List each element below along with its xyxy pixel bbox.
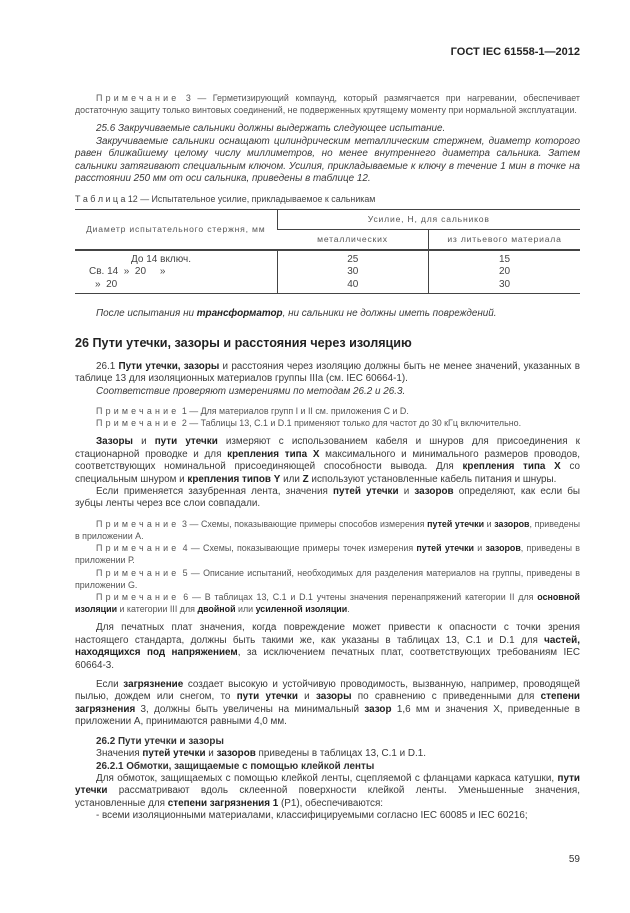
cell-diameter: » 20 — [95, 278, 118, 290]
paragraph — [75, 436, 580, 486]
text-section — [75, 193, 580, 205]
note-label: Примечание — [96, 592, 180, 603]
bold-term: зазоры — [315, 691, 352, 703]
table-header-cast: из литьевого материала — [429, 229, 581, 250]
text-run: Т а б л и ц а 12 — Испытательное усилие, прикладываемое к сальникам — [75, 194, 376, 205]
text-run: со специальным шнуром и — [75, 461, 580, 485]
text-section — [75, 518, 580, 616]
cell-cast: 20 — [429, 266, 581, 279]
text-run: 3 — Герметизирующий компаунд, который размягчается при нагревании, обеспечивает достаточную защиту только винтовых соединений, не подверженных крутящему моменту при нормальной эксплуатации. — [75, 93, 580, 116]
text-run: 26.2 Пути утечки и зазоры — [96, 735, 224, 747]
bold-term: двойной — [197, 604, 236, 615]
cell-metal: 40 — [277, 279, 429, 294]
bold-term: зазоров — [494, 518, 530, 529]
bold-term: путей утечки — [427, 518, 485, 529]
text-section — [75, 436, 580, 510]
paragraph — [75, 486, 580, 511]
text-run: . — [347, 604, 350, 615]
text-section — [75, 405, 580, 429]
text-run: 25.6 Закручиваемые сальники должны выдержать следующее испытание. — [96, 123, 446, 135]
bold-term: зазоров — [414, 486, 454, 497]
bold-term: пути утечки — [154, 436, 218, 448]
bold-term: основной изоляции — [75, 592, 580, 615]
note-paragraph — [75, 518, 580, 542]
bold-term: Пути утечки, зазоры — [118, 360, 220, 372]
table-12 — [75, 209, 580, 295]
text-section — [75, 361, 580, 398]
table-header-force: Усилие, Н, для сальников — [277, 209, 580, 229]
note-label: Примечание — [96, 567, 180, 578]
bold-term: трансформатор — [196, 308, 283, 320]
table-row — [75, 266, 580, 279]
text-run: 5 — Описание испытаний, необходимых для разделения материалов на группы, приведены в приложении G. — [75, 567, 580, 590]
text-section — [75, 335, 580, 351]
text-section — [75, 123, 580, 185]
text-run: или — [280, 473, 303, 485]
text-run: Для печатных плат значения, когда повреждение может привести к опасности с точки зрения настоящего стандарта, должны быть такими же, как указаны в таблицах 13, С.1 и D.1 для — [75, 622, 580, 646]
bold-term: Зазоры — [96, 436, 133, 448]
paragraph — [75, 748, 580, 760]
text-run: и — [132, 436, 155, 448]
text-run: определяют, как если бы зубцы ленты через все слои совпадали. — [75, 486, 580, 510]
text-run: и — [205, 748, 217, 760]
cell-metal: 30 — [277, 266, 429, 279]
text-run: максимального и минимального размеров проводов, соответствующих номинальной присоединяющей способности вывода. Для — [75, 448, 580, 473]
text-run: 6 — В таблицах 13, С.1 и D.1 учтены значения перенапряжений категории II для — [179, 592, 538, 603]
text-run: и — [484, 518, 495, 529]
bold-term: крепления типов Y — [187, 473, 281, 485]
text-run: рассматривают вдоль склеенной поверхности клейкой ленты. Уменьшенные значения, установленные для — [75, 785, 580, 809]
text-run: 2 — Таблицы 13, С.1 и D.1 применяют только для частот до 30 кГц включительно. — [179, 418, 522, 429]
cell-cast: 15 — [429, 250, 581, 267]
table-row — [75, 250, 580, 267]
note-paragraph — [75, 405, 580, 417]
table-caption — [75, 193, 580, 205]
text-run: приведены в таблицах 13, С.1 и D.1. — [255, 748, 427, 760]
paragraph — [75, 810, 580, 822]
text-run: и — [474, 543, 486, 554]
text-run: по сравнению с приведенными для — [351, 691, 541, 703]
bold-term: зазоров — [216, 748, 256, 760]
page-number: 59 — [568, 854, 580, 865]
note-label: Примечание — [96, 543, 180, 554]
note-paragraph — [75, 591, 580, 615]
bold-term: путей утечки — [142, 748, 206, 760]
bold-term: пути утечки — [75, 772, 580, 797]
cell-metal: 25 — [277, 250, 429, 267]
text-section — [75, 308, 580, 320]
bold-term: степени загрязнения — [75, 691, 580, 715]
text-run: используют установленные кабель питания и шнуры. — [308, 473, 557, 485]
bold-term: крепления типа X — [227, 448, 320, 460]
paragraph — [75, 308, 580, 320]
bold-term: крепления типа X — [462, 461, 561, 473]
cell-diameter: Св. 14 » 20 » — [89, 266, 166, 278]
paragraph — [75, 123, 580, 135]
bold-term: пути утечки — [236, 691, 298, 703]
text-run: , ни сальники не должны иметь повреждений. — [282, 308, 497, 320]
text-run: и категории III для — [117, 604, 198, 615]
text-run: 3, должны быть увеличены на минимальный — [135, 703, 365, 715]
note-paragraph — [75, 567, 580, 591]
bold-term: степени загрязнения 1 — [167, 797, 279, 809]
text-run: , за исключением печатных плат, соответствующих требованиям IEC 60664-3. — [75, 647, 581, 671]
note-label: Примечание — [96, 93, 180, 103]
text-run: 26.1 — [96, 360, 119, 372]
bold-term: путей утечки — [333, 486, 399, 497]
table-row — [75, 279, 580, 294]
bold-term: зазоров — [485, 543, 521, 554]
text-run: Значения — [96, 748, 143, 760]
text-section — [75, 679, 580, 729]
paragraph — [75, 773, 580, 810]
paragraph — [75, 622, 580, 672]
paragraph — [75, 679, 580, 729]
text-run: - всеми изоляционными материалами, классифицируемыми согласно IEC 60085 и IEC 60216; — [96, 810, 528, 822]
bold-term: зазор — [364, 703, 392, 715]
text-run: , приведены в приложении Р. — [75, 543, 581, 566]
text-run: 1 — Для материалов групп I и II см. приложения С и D. — [179, 405, 409, 416]
note-paragraph — [75, 417, 580, 429]
text-run: Если применяется зазубренная лента, значения — [96, 486, 334, 497]
bold-term: частей, находящихся под напряжением — [75, 634, 580, 659]
text-run: и расстояния через изоляцию должны быть не менее значений, указанных в таблице 13 для изоляционных материалов группы IIIa (см. IEC 60664-1). — [75, 360, 580, 385]
table-header-metal: металлических — [277, 229, 429, 250]
text-section — [75, 736, 580, 823]
text-run: Для обмоток, защищаемых с помощью клейкой ленты, сцепляемой с фланцами каркаса катушки, — [96, 772, 558, 784]
text-run: 26 Пути утечки, зазоры и расстояния через изоляцию — [75, 335, 412, 350]
note-label: Примечание — [96, 518, 180, 529]
text-run: Соответствие проверяют измерениями по методам 26.2 и 26.3. — [96, 385, 406, 397]
text-run: После испытания ни — [96, 308, 197, 320]
cell-cast: 30 — [429, 279, 581, 294]
text-run: Закручиваемые сальники оснащают цилиндрическим металлическим стержнем, диаметр которого равен ближайшему целому числу миллиметров, но менее внутреннего диаметра сальника. Затем сальники затягивают специальным ключом. Усилия, прикладываемые к ключу в течение 1 мин в точке на расстоянии 250 мм от оси сальника, приведены в таблице 12. — [75, 135, 580, 185]
text-run: Если — [96, 679, 124, 691]
text-section — [75, 92, 580, 116]
text-run: 26.2.1 Обмотки, защищаемые с помощью клейкой ленты — [96, 760, 375, 772]
note-label: Примечание — [96, 418, 180, 429]
note-paragraph — [75, 92, 580, 116]
paragraph — [75, 136, 580, 186]
paragraph — [75, 386, 580, 398]
text-section — [75, 622, 580, 672]
bold-term: усиленной изоляции — [255, 604, 348, 615]
text-run: 4 — Схемы, показывающие примеры точек измерения — [179, 543, 417, 554]
text-run: , приведены в приложении А. — [75, 518, 581, 542]
note-paragraph — [75, 542, 580, 566]
document-header: ГОСТ IEC 61558-1—2012 — [450, 46, 580, 58]
note-label: Примечание — [96, 405, 180, 416]
section-heading — [75, 761, 580, 773]
bold-term: путей утечки — [416, 543, 475, 554]
text-run: 3 — Схемы, показывающие примеры способов измерения — [179, 518, 428, 529]
bold-term: загрязнение — [123, 679, 184, 691]
bold-term: Z — [302, 473, 309, 485]
section-heading — [75, 736, 580, 748]
text-run: 1,6 мм и значения X, приведенные в приложении А, принимаются равными 4,0 мм. — [75, 703, 580, 728]
cell-diameter: До 14 включ. — [131, 253, 192, 265]
text-run: или — [235, 604, 256, 615]
text-run: создает высокую и устойчивую проводимость, вызванную, например, проводящей пылью, дождем или снегом, то — [75, 679, 580, 703]
text-run: (Р1), обеспечиваются: — [278, 797, 384, 809]
section-heading — [75, 335, 580, 351]
text-run: и — [398, 486, 415, 497]
text-run: и — [297, 691, 316, 703]
table-header-diameter: Диаметр испытательного стержня, мм — [75, 209, 277, 250]
text-run: измеряют с использованием кабеля и шнуров для присоединения к стационарной проводке и для — [75, 436, 580, 460]
document-body — [75, 92, 580, 823]
paragraph — [75, 361, 580, 386]
